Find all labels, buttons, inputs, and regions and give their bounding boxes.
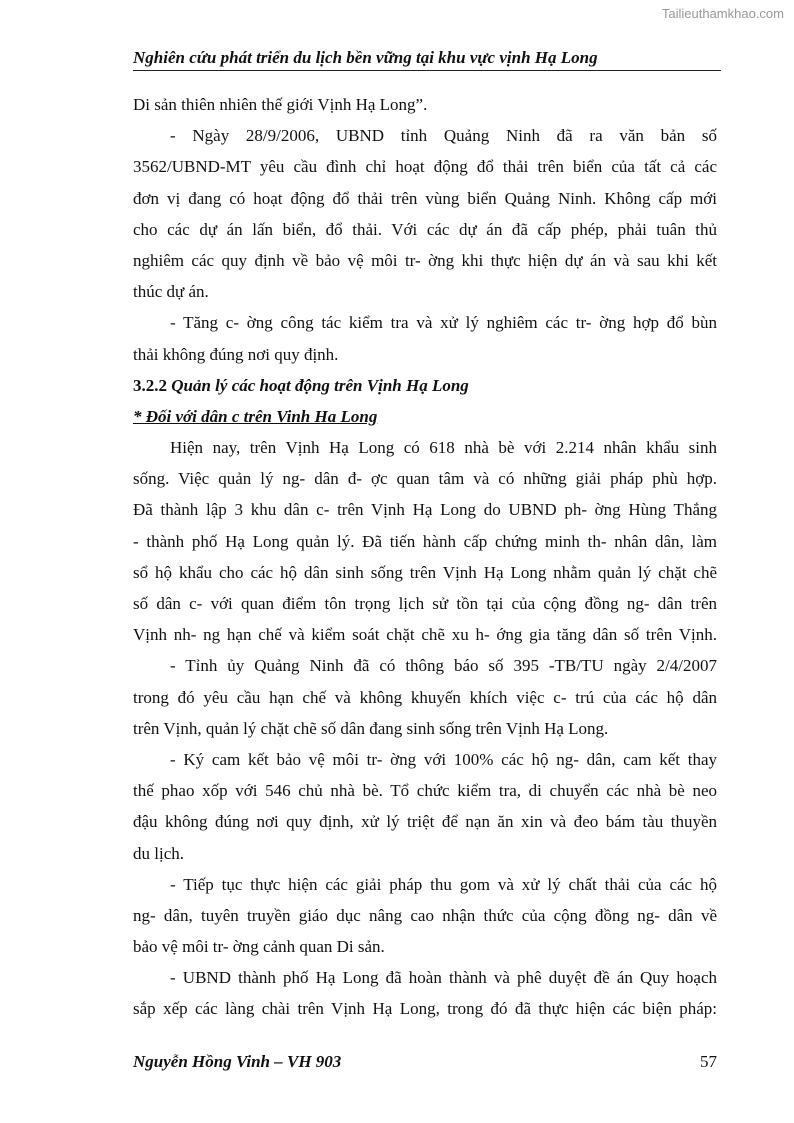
text-line: nghiêm các quy định về bảo vệ môi tr- ờng khi thực hiện dự án và sau khi kết xyxy=(133,250,717,270)
text-line: sắp xếp các làng chài trên Vịnh Hạ Long, trong đó đã thực hiện các biện pháp: xyxy=(133,999,717,1019)
text-line: Đã thành lập 3 khu dân c- trên Vịnh Hạ Long do UBND ph- ờng Hùng Thắng xyxy=(133,500,717,520)
section-title: Quản lý các hoạt động trên Vịnh Hạ Long xyxy=(171,375,469,395)
text-line: - thành phố Hạ Long quản lý. Đã tiến hành cấp chứng minh th- nhân dân, làm xyxy=(133,531,717,551)
text-line: thải không đúng nơi quy định. xyxy=(133,344,339,364)
text-line: trên Vịnh, quản lý chặt chẽ số dân đang sinh sống trên Vịnh Hạ Long. xyxy=(133,718,609,738)
text-line: - Ngày 28/9/2006, UBND tỉnh Quảng Ninh đã ra văn bản số xyxy=(170,126,717,146)
text-line: đơn vị đang có hoạt động đổ thải trên vùng biển Quảng Ninh. Không cấp mới xyxy=(133,188,717,208)
subsection-heading: * Đối với dân c trên Vinh Ha Long xyxy=(133,406,378,426)
text-line: thúc dự án. xyxy=(133,282,209,302)
text-line: bảo vệ môi tr- ờng cảnh quan Di sản. xyxy=(133,937,385,957)
footer-author: Nguyễn Hồng Vinh – VH 903 xyxy=(133,1052,342,1071)
text-line: đậu không đúng nơi quy định, xử lý triệt để nạn ăn xin và đeo bám tàu thuyền xyxy=(133,812,717,832)
text-line: ng- dân, tuyên truyền giáo dục nâng cao nhận thức của cộng đồng ng- dân về xyxy=(133,905,717,925)
text-line: sống. Việc quản lý ng- dân đ- ợc quan tâm và có những giải pháp phù hợp. xyxy=(133,469,717,489)
text-line: - Ký cam kết bảo vệ môi tr- ờng với 100% các hộ ng- dân, cam kết thay xyxy=(170,749,717,769)
page-footer xyxy=(133,1052,717,1072)
text-line: sổ hộ khẩu cho các hộ dân sinh sống trên Vịnh Hạ Long nhằm quản lý chặt chẽ xyxy=(133,562,717,582)
document-body xyxy=(133,89,717,1025)
text-line: Vịnh nh- ng hạn chế và kiểm soát chặt chẽ xu h- ớng gia tăng dân số trên Vịnh. xyxy=(133,625,717,645)
page-number: 57 xyxy=(700,1052,717,1071)
text-line: du lịch. xyxy=(133,843,184,863)
text-line: Hiện nay, trên Vịnh Hạ Long có 618 nhà bè với 2.214 nhân khẩu sinh xyxy=(170,438,717,458)
text-line: Di sản thiên nhiên thế giới Vịnh Hạ Long”. xyxy=(133,95,428,114)
text-line: số dân c- với quan điểm tôn trọng lịch sử tồn tại của cộng đồng ng- dân trên xyxy=(133,594,717,613)
text-line: - UBND thành phố Hạ Long đã hoàn thành và phê duyệt đề án Quy hoạch xyxy=(170,968,717,988)
text-line: - Tỉnh ủy Quảng Ninh đã có thông báo số 395 -TB/TU ngày 2/4/2007 xyxy=(170,656,717,676)
section-number: 3.2.2 xyxy=(133,375,167,395)
section-heading xyxy=(133,370,717,401)
text-line: trong đó yêu cầu hạn chế và không khuyến khích việc c- trú của các hộ dân xyxy=(133,687,717,707)
watermark: Tailieuthamkhao.com xyxy=(661,6,784,21)
text-line: 3562/UBND-MT yêu cầu đình chỉ hoạt động đổ thải trên biển của tất cả các xyxy=(133,157,717,177)
text-line: - Tiếp tục thực hiện các giải pháp thu gom và xử lý chất thải của các hộ xyxy=(170,874,717,894)
running-header: Nghiên cứu phát triển du lịch bền vững tại khu vực vịnh Hạ Long xyxy=(133,48,721,71)
text-line: cho các dự án lấn biển, đổ thải. Với các dự án đã cấp phép, phải tuân thủ xyxy=(133,219,717,239)
text-line: thế phao xốp với 546 chủ nhà bè. Tổ chức kiểm tra, di chuyển các nhà bè neo xyxy=(133,781,717,801)
text-line: - Tăng c- ờng công tác kiểm tra và xử lý nghiêm các tr- ờng hợp đổ bùn xyxy=(170,313,717,333)
